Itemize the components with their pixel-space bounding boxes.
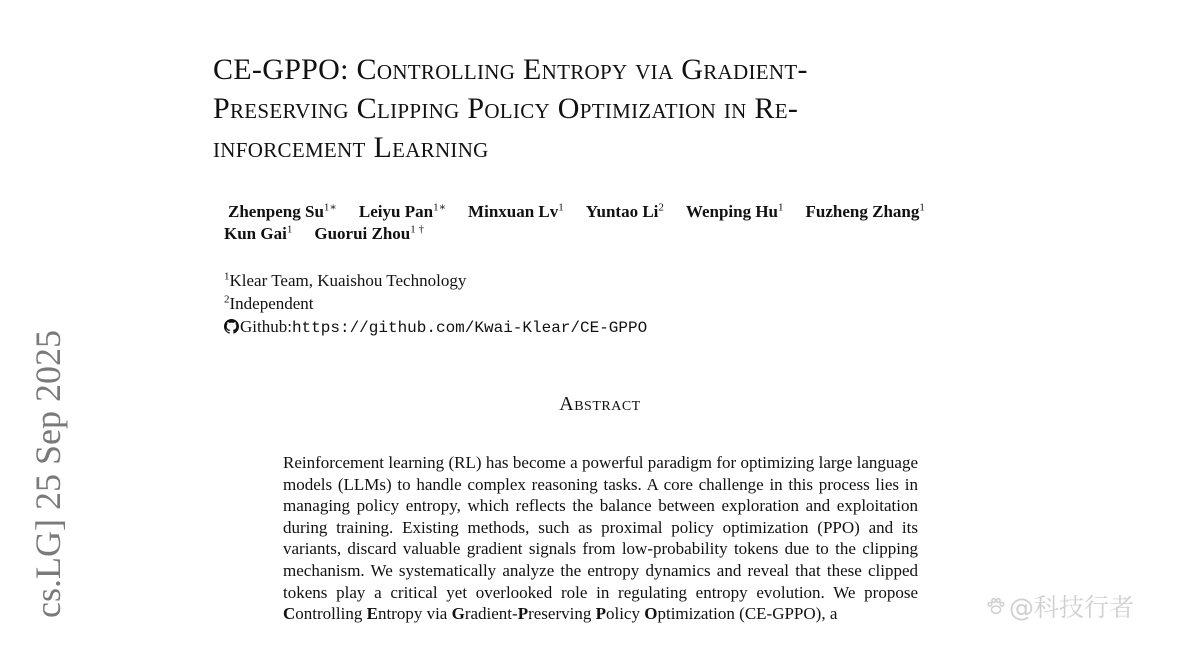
abstract-text-tail: (CE-GPPO), a xyxy=(734,604,838,624)
author xyxy=(314,224,424,243)
affiliation xyxy=(224,292,647,315)
abstract-body xyxy=(283,452,918,625)
affil-text: Klear Team, Kuaishou Technology xyxy=(229,271,467,290)
title-line-3: inforcement Learning xyxy=(213,131,489,164)
paw-icon xyxy=(985,595,1007,617)
author-list xyxy=(224,201,1044,245)
acronym-word: radient- xyxy=(464,604,518,624)
affil-mark: 2 xyxy=(224,293,230,306)
github-label: Github: xyxy=(240,317,292,336)
author-affil-mark: 1 xyxy=(286,223,293,236)
github-link[interactable]: https://github.com/Kwai-Klear/CE-GPPO xyxy=(291,319,648,337)
github-line xyxy=(224,315,647,340)
author-affil-mark: 1 xyxy=(778,201,784,214)
author xyxy=(228,202,337,221)
affil-text: Independent xyxy=(229,294,314,313)
author xyxy=(224,224,292,243)
author-name: Minxuan Lv xyxy=(468,202,559,221)
abstract-text: Reinforcement learning (RL) has become a powerful paradigm for optimizing large language models (LLMs) to handle complex reasoning tasks. A core challenge in this process lies in managing policy entropy, which reflects the balance between exploration and exploitation during training. Existing methods, such as proximal policy optimization (PPO) and its variants, discard valuable gradient signals from low-probability tokens due to the clipping mechanism. We systematically analyze the entropy dynamics and reveal that these clipped tokens play a critical yet overlooked role in regulating entropy evolution. We propose xyxy=(283,453,918,602)
author-affil-mark: 1 xyxy=(919,201,925,214)
watermark-text: @科技行者 xyxy=(1009,593,1135,622)
github-icon xyxy=(224,319,239,334)
affiliations xyxy=(224,269,647,340)
arxiv-sidebar-stamp xyxy=(24,330,70,648)
abstract-heading: Abstract xyxy=(559,393,641,415)
affil-mark: 1 xyxy=(224,270,230,283)
author-affil-mark: 1∗ xyxy=(433,201,447,214)
watermark xyxy=(985,588,1134,624)
acronym-letter: P xyxy=(517,604,529,624)
acronym-letter: G xyxy=(451,604,465,624)
acronym-word: ntropy via xyxy=(377,604,452,624)
author xyxy=(468,202,564,221)
arxiv-id-label: cs.LG] 25 Sep 2025 xyxy=(28,330,68,618)
title-line-1: CE-GPPO: Controlling Entropy via Gradient- xyxy=(213,53,808,86)
author-name: Fuzheng Zhang xyxy=(805,202,920,221)
acronym-letter: E xyxy=(366,604,378,624)
acronym-word: ontrolling xyxy=(295,604,367,624)
author-name: Leiyu Pan xyxy=(358,202,434,221)
acronym-letter: C xyxy=(283,604,296,624)
author-affil-mark: 2 xyxy=(658,201,664,214)
author-affil-mark: 1∗ xyxy=(323,201,337,214)
author-name: Kun Gai xyxy=(224,224,287,243)
acronym-word: reserving xyxy=(528,604,596,624)
author xyxy=(806,202,925,221)
author-affil-mark: 1 † xyxy=(410,223,424,236)
title-line-2: Preserving Clipping Policy Optimization in Re- xyxy=(213,92,799,125)
author-affil-mark: 1 xyxy=(558,201,564,214)
paper-title xyxy=(213,50,1013,167)
affiliation xyxy=(224,269,647,292)
author xyxy=(586,202,664,221)
acronym-word: olicy xyxy=(605,604,645,624)
acronym-word: ptimization xyxy=(657,604,735,624)
author-name: Guorui Zhou xyxy=(314,224,411,243)
author-name: Wenping Hu xyxy=(685,202,779,221)
author-name: Zhenpeng Su xyxy=(228,202,324,221)
author xyxy=(686,202,784,221)
author xyxy=(359,202,446,221)
acronym-letter: P xyxy=(595,604,606,624)
author-name: Yuntao Li xyxy=(585,202,659,221)
acronym-letter: O xyxy=(644,604,658,624)
